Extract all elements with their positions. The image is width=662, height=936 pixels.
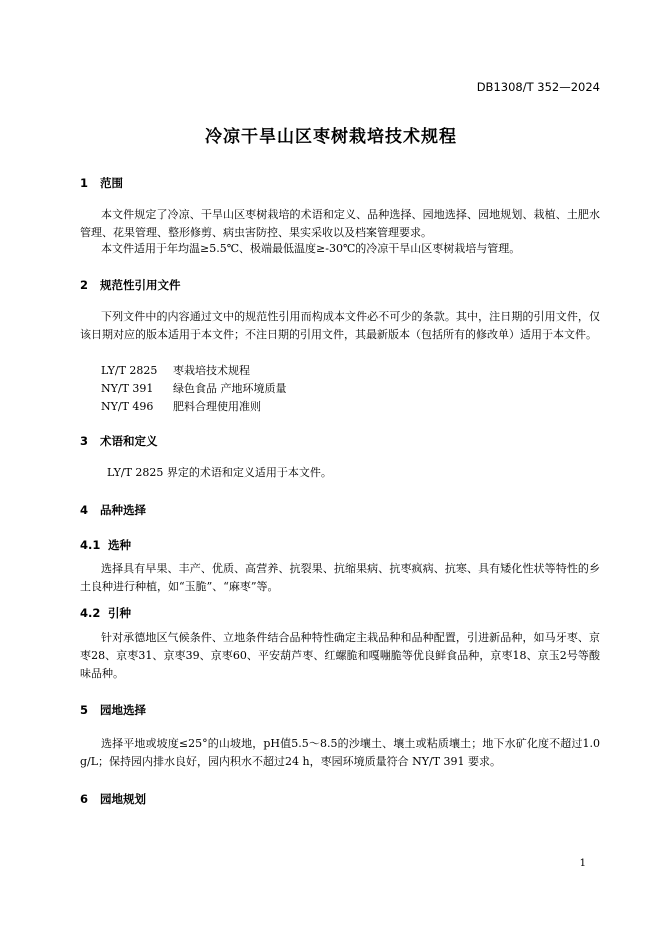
section-4-heading — [80, 502, 146, 518]
variety-selection-paragraph: 选择具有早果、丰产、优质、高营养、抗裂果、抗缩果病、抗枣疯病、抗寒、具有矮化性状等特性的乡土良种进行种植，如“玉脆”、“麻枣”等。 — [80, 562, 600, 593]
section-title: 规范性引用文件 — [100, 278, 181, 292]
section-number: 2 — [80, 278, 89, 292]
page-number: 1 — [579, 858, 586, 869]
reference-name: 枣栽培技术规程 — [173, 364, 250, 377]
reference-item — [101, 380, 287, 396]
reference-code: NY/T 391 — [101, 382, 154, 395]
section-title: 园地选择 — [100, 703, 146, 717]
section-3-heading — [80, 433, 158, 449]
terms-paragraph: LY/T 2825 界定的术语和定义适用于本文件。 — [107, 466, 332, 479]
section-number: 6 — [80, 792, 89, 806]
site-selection-paragraph: 选择平地或坡度≤25°的山坡地，pH值5.5～8.5的沙壤土、壤土或粘质壤土；地下水矿化度不超过1.0 g/L；保持园内排水良好，园内积水不超过24 h，枣园环境质量符合 NY/T 391 要求。 — [80, 737, 600, 768]
section-title: 范围 — [100, 176, 123, 190]
section-number: 5 — [80, 703, 89, 717]
section-number: 1 — [80, 176, 89, 190]
reference-item — [101, 362, 250, 378]
section-number: 3 — [80, 434, 89, 448]
scope-paragraph-1: 本文件规定了冷凉、干旱山区枣树栽培的术语和定义、品种选择、园地选择、园地规划、栽植、土肥水管理、花果管理、整形修剪、病虫害防控、果实采收以及档案管理要求。 — [80, 208, 600, 239]
standard-code: DB1308/T 352—2024 — [476, 80, 600, 94]
reference-code: LY/T 2825 — [101, 364, 158, 377]
reference-item — [101, 398, 261, 414]
page-title: 冷凉干旱山区枣树栽培技术规程 — [205, 127, 457, 147]
section-1-heading — [80, 175, 123, 191]
section-title: 品种选择 — [100, 503, 146, 517]
subsection-title: 选种 — [108, 538, 131, 552]
subsection-number: 4.1 — [80, 538, 101, 552]
section-5-heading — [80, 702, 146, 718]
section-2-heading — [80, 277, 181, 293]
reference-name: 肥料合理使用准则 — [173, 400, 261, 413]
subsection-4-1-heading — [80, 537, 131, 553]
normative-references-paragraph: 下列文件中的内容通过文中的规范性引用而构成本文件必不可少的条款。其中，注日期的引用文件，仅该日期对应的版本适用于本文件；不注日期的引用文件，其最新版本（包括所有的修改单）适用于本文件。 — [80, 310, 600, 341]
subsection-title: 引种 — [108, 606, 131, 620]
section-title: 术语和定义 — [100, 434, 158, 448]
scope-paragraph-2: 本文件适用于年均温≥5.5℃、极端最低温度≥-30℃的冷凉干旱山区枣树栽培与管理。 — [101, 242, 521, 255]
subsection-number: 4.2 — [80, 606, 101, 620]
subsection-4-2-heading — [80, 605, 131, 621]
section-number: 4 — [80, 503, 89, 517]
introduction-paragraph: 针对承德地区气候条件、立地条件结合品种特性确定主栽品种和品种配置，引进新品种，如马牙枣、京枣28、京枣31、京枣39、京枣60、平安葫芦枣、红螺脆和嘎嘣脆等优良鲜食品种，京枣18、京玉2号等酸味品种。 — [80, 631, 600, 680]
section-6-heading — [80, 791, 146, 807]
reference-name: 绿色食品 产地环境质量 — [173, 382, 287, 395]
section-title: 园地规划 — [100, 792, 146, 806]
reference-code: NY/T 496 — [101, 400, 154, 413]
